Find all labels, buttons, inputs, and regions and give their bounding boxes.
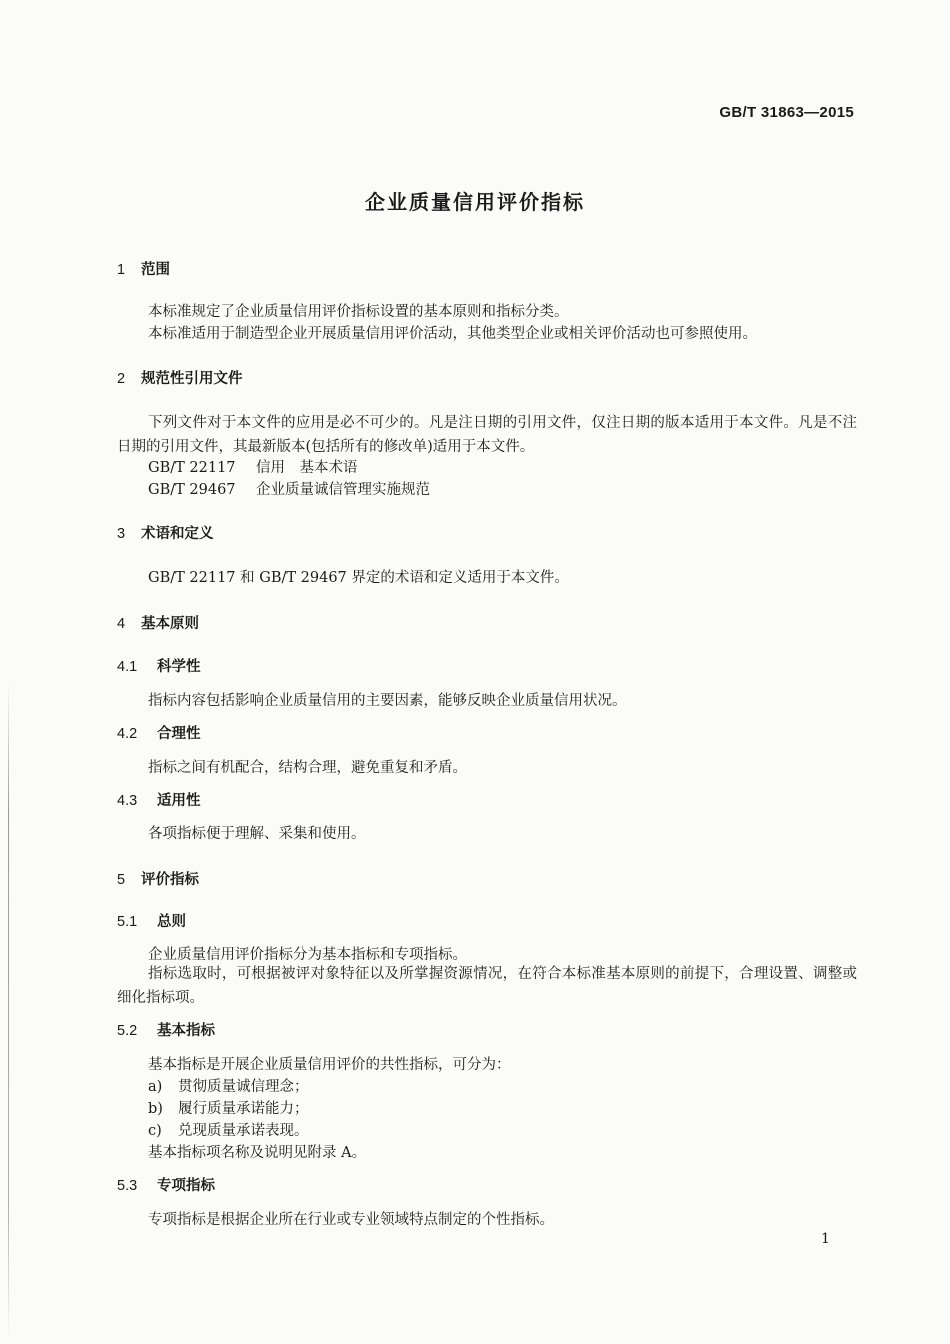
heading-number: 5.1: [117, 914, 138, 930]
heading-text: 评价指标: [141, 872, 199, 888]
paragraph: 本标准规定了企业质量信用评价指标设置的基本原则和指标分类。: [148, 304, 569, 320]
heading-text: 基本原则: [141, 616, 199, 632]
heading-text: 专项指标: [157, 1178, 215, 1194]
heading-scope: [117, 258, 170, 279]
heading-normative-references: [117, 367, 243, 388]
heading-scientific: [117, 655, 201, 676]
document-title: 企业质量信用评价指标: [365, 190, 585, 214]
heading-text: 科学性: [157, 659, 201, 675]
reference-name: 企业质量诚信管理实施规范: [256, 482, 430, 498]
heading-basic-indicators: [117, 1019, 215, 1040]
list-item: [148, 1075, 309, 1096]
heading-number: 5.2: [117, 1023, 138, 1039]
heading-text: 总则: [157, 914, 186, 930]
heading-terms-definitions: [117, 522, 214, 543]
heading-number: 2: [117, 371, 126, 387]
heading-text: 基本指标: [157, 1023, 215, 1039]
paragraph: 指标之间有机配合，结构合理，避免重复和矛盾。: [148, 760, 467, 776]
heading-text: 适用性: [157, 793, 201, 809]
list-item: [148, 1119, 309, 1140]
heading-number: 3: [117, 526, 126, 542]
paragraph: 基本指标是开展企业质量信用评价的共性指标，可分为：: [148, 1057, 511, 1073]
paragraph: 指标内容包括影响企业质量信用的主要因素，能够反映企业质量信用状况。: [148, 693, 627, 709]
heading-text: 术语和定义: [141, 526, 214, 542]
reference-code: GB/T 22117: [148, 460, 236, 476]
page-number: 1: [821, 1231, 830, 1247]
paragraph: GB/T 22117 和 GB/T 29467 界定的术语和定义适用于本文件。: [148, 570, 569, 586]
heading-text: 范围: [141, 262, 170, 278]
heading-number: 1: [117, 262, 126, 278]
list-text: 贯彻质量诚信理念；: [178, 1079, 309, 1095]
reference-code: GB/T 29467: [148, 482, 236, 498]
heading-number: 5.3: [117, 1178, 138, 1194]
paragraph: 各项指标便于理解、采集和使用。: [148, 826, 366, 842]
scan-edge-line: [8, 680, 9, 1340]
paragraph: 基本指标项名称及说明见附录 A。: [148, 1145, 367, 1161]
heading-number: 5: [117, 872, 126, 888]
heading-general: [117, 910, 186, 931]
standard-code: GB/T 31863—2015: [719, 104, 854, 121]
heading-number: 4.3: [117, 793, 138, 809]
reference-name: 信用 基本术语: [256, 460, 358, 476]
paragraph: 下列文件对于本文件的应用是必不可少的。凡是注日期的引用文件，仅注日期的版本适用于本文件。凡是不注日期的引用文件，其最新版本(包括所有的修改单)适用于本文件。: [117, 415, 857, 455]
list-marker: a): [148, 1079, 163, 1095]
reference-item: [148, 478, 430, 499]
paragraph: 指标选取时，可根据被评对象特征以及所掌握资源情况，在符合本标准基本原则的前提下，合理设置、调整或细化指标项。: [117, 966, 857, 1006]
heading-special-indicators: [117, 1174, 215, 1195]
heading-number: 4.1: [117, 659, 138, 675]
heading-text: 规范性引用文件: [141, 371, 243, 387]
heading-rationality: [117, 722, 201, 743]
list-marker: b): [148, 1101, 163, 1117]
paragraph: 本标准适用于制造型企业开展质量信用评价活动，其他类型企业或相关评价活动也可参照使用。: [148, 326, 757, 342]
heading-basic-principles: [117, 612, 199, 633]
paragraph: 企业质量信用评价指标分为基本指标和专项指标。: [148, 947, 467, 963]
paragraph: 专项指标是根据企业所在行业或专业领域特点制定的个性指标。: [148, 1212, 554, 1228]
list-text: 履行质量承诺能力；: [178, 1101, 309, 1117]
list-text: 兑现质量承诺表现。: [178, 1123, 309, 1139]
reference-item: [148, 456, 358, 477]
heading-evaluation-indicators: [117, 868, 199, 889]
list-marker: c): [148, 1123, 162, 1139]
heading-number: 4.2: [117, 726, 138, 742]
heading-text: 合理性: [157, 726, 201, 742]
heading-number: 4: [117, 616, 126, 632]
heading-applicability: [117, 789, 201, 810]
list-item: [148, 1097, 309, 1118]
